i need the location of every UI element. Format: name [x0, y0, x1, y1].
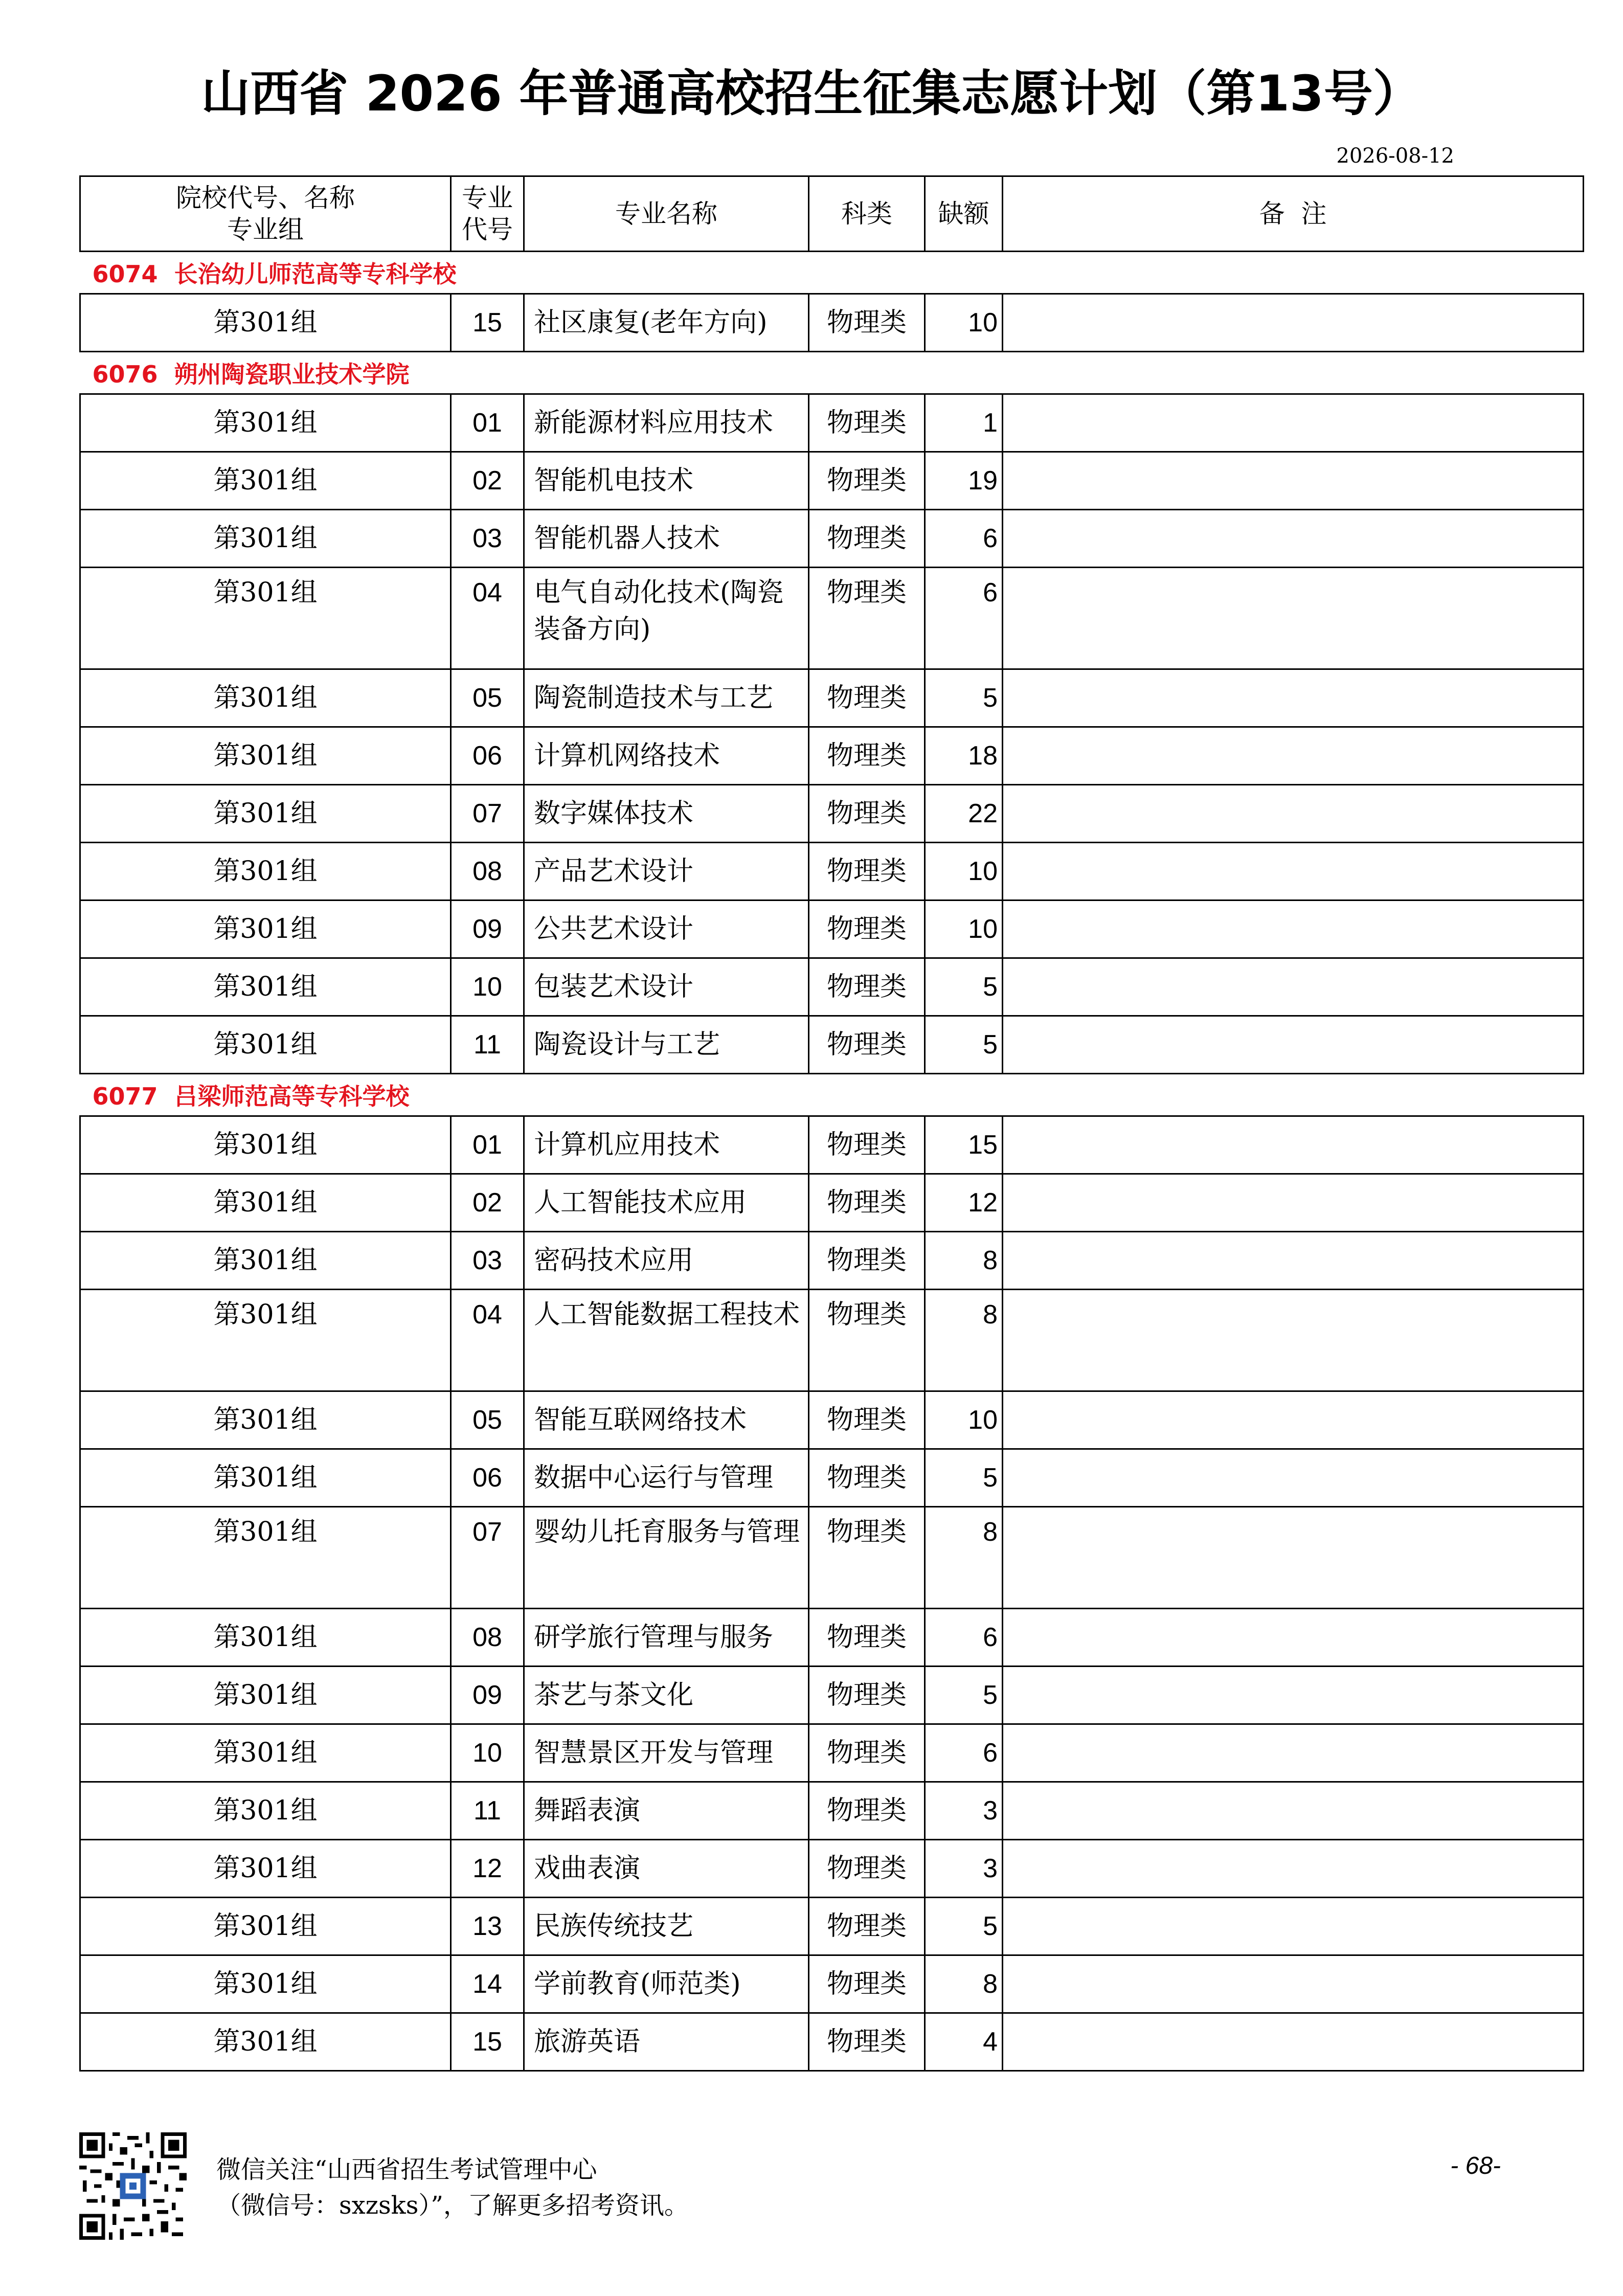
quota-cell: 5 [925, 1449, 1003, 1507]
group-cell: 第301组 [80, 1782, 451, 1840]
major-code-cell: 09 [451, 901, 524, 958]
category-cell: 物理类 [809, 1116, 925, 1174]
quota-cell: 5 [925, 1898, 1003, 1955]
quota-cell: 4 [925, 2013, 1003, 2071]
category-cell: 物理类 [809, 1016, 925, 1074]
remark-cell [1003, 394, 1584, 452]
quota-cell: 6 [925, 1724, 1003, 1782]
remark-cell [1003, 1116, 1584, 1174]
header-code [451, 176, 524, 252]
remark-cell [1003, 785, 1584, 843]
group-cell: 第301组 [80, 294, 451, 352]
category-cell: 物理类 [809, 1290, 925, 1391]
footer-text [216, 2152, 689, 2223]
major-name-cell: 研学旅行管理与服务 [524, 1609, 809, 1667]
group-cell: 第301组 [80, 843, 451, 901]
major-name-cell: 民族传统技艺 [524, 1898, 809, 1955]
quota-cell: 18 [925, 727, 1003, 785]
major-code-cell: 14 [451, 1955, 524, 2013]
quota-cell: 1 [925, 394, 1003, 452]
header-school-line1: 院校代号、名称 [176, 183, 355, 213]
school-name: 6074 长治幼儿师范高等专科学校 [80, 252, 1584, 294]
category-cell: 物理类 [809, 1232, 925, 1290]
remark-cell [1003, 1898, 1584, 1955]
major-name-cell: 茶艺与茶文化 [524, 1667, 809, 1724]
major-code-cell: 08 [451, 843, 524, 901]
major-code-cell: 03 [451, 510, 524, 568]
table-row [80, 901, 1584, 958]
category-cell: 物理类 [809, 394, 925, 452]
major-name-cell: 人工智能技术应用 [524, 1174, 809, 1232]
table-row [80, 1449, 1584, 1507]
category-cell: 物理类 [809, 669, 925, 727]
category-cell: 物理类 [809, 958, 925, 1016]
table-row [80, 669, 1584, 727]
school-name: 6076 朔州陶瓷职业技术学院 [80, 352, 1584, 394]
major-name-cell: 陶瓷设计与工艺 [524, 1016, 809, 1074]
major-name-cell: 新能源材料应用技术 [524, 394, 809, 452]
category-cell: 物理类 [809, 727, 925, 785]
table-row [80, 1840, 1584, 1898]
major-name-cell: 电气自动化技术(陶瓷装备方向) [524, 568, 809, 669]
header-category: 科类 [809, 176, 925, 252]
page-title: 山西省 2026 年普通高校招生征集志愿计划（第13号） [201, 65, 1422, 122]
major-code-cell: 13 [451, 1898, 524, 1955]
group-cell: 第301组 [80, 1667, 451, 1724]
remark-cell [1003, 2013, 1584, 2071]
header-code-line1: 专业 [462, 183, 513, 213]
quota-cell: 3 [925, 1782, 1003, 1840]
plan-table [79, 175, 1584, 2072]
publish-date: 2026-08-12 [1336, 144, 1454, 168]
quota-cell: 22 [925, 785, 1003, 843]
table-row [80, 510, 1584, 568]
major-code-cell: 02 [451, 1174, 524, 1232]
school-header-row [80, 252, 1584, 294]
header-quota: 缺额 [925, 176, 1003, 252]
remark-cell [1003, 843, 1584, 901]
header-school [80, 176, 451, 252]
quota-cell: 15 [925, 1116, 1003, 1174]
page-number: - 68- [1450, 2152, 1501, 2179]
category-cell: 物理类 [809, 1391, 925, 1449]
school-header-row [80, 1074, 1584, 1116]
group-cell: 第301组 [80, 1609, 451, 1667]
quota-cell: 10 [925, 843, 1003, 901]
major-name-cell: 戏曲表演 [524, 1840, 809, 1898]
table-row [80, 1016, 1584, 1074]
major-code-cell: 15 [451, 294, 524, 352]
major-code-cell: 07 [451, 1507, 524, 1609]
category-cell: 物理类 [809, 1507, 925, 1609]
table-row [80, 785, 1584, 843]
major-code-cell: 01 [451, 394, 524, 452]
major-name-cell: 婴幼儿托育服务与管理 [524, 1507, 809, 1609]
group-cell: 第301组 [80, 394, 451, 452]
quota-cell: 3 [925, 1840, 1003, 1898]
footer [79, 2132, 1583, 2245]
major-name-cell: 计算机网络技术 [524, 727, 809, 785]
table-row [80, 727, 1584, 785]
remark-cell [1003, 568, 1584, 669]
major-code-cell: 07 [451, 785, 524, 843]
group-cell: 第301组 [80, 1898, 451, 1955]
major-name-cell: 智能机电技术 [524, 452, 809, 510]
category-cell: 物理类 [809, 1174, 925, 1232]
table-row [80, 568, 1584, 669]
major-code-cell: 12 [451, 1840, 524, 1898]
remark-cell [1003, 1955, 1584, 2013]
major-code-cell: 04 [451, 568, 524, 669]
remark-cell [1003, 901, 1584, 958]
major-name-cell: 计算机应用技术 [524, 1116, 809, 1174]
footer-line-1: 微信关注“山西省招生考试管理中心 [216, 2155, 597, 2184]
group-cell: 第301组 [80, 1391, 451, 1449]
plan-table-body [80, 252, 1584, 2071]
major-name-cell: 数据中心运行与管理 [524, 1449, 809, 1507]
category-cell: 物理类 [809, 1667, 925, 1724]
remark-cell [1003, 1840, 1584, 1898]
table-row [80, 1898, 1584, 1955]
table-row [80, 843, 1584, 901]
table-row [80, 1232, 1584, 1290]
major-code-cell: 02 [451, 452, 524, 510]
group-cell: 第301组 [80, 1955, 451, 2013]
remark-cell [1003, 1782, 1584, 1840]
remark-cell [1003, 452, 1584, 510]
category-cell: 物理类 [809, 568, 925, 669]
category-cell: 物理类 [809, 843, 925, 901]
header-remark: 备 注 [1003, 176, 1584, 252]
group-cell: 第301组 [80, 901, 451, 958]
major-code-cell: 04 [451, 1290, 524, 1391]
category-cell: 物理类 [809, 510, 925, 568]
major-code-cell: 15 [451, 2013, 524, 2071]
category-cell: 物理类 [809, 785, 925, 843]
category-cell: 物理类 [809, 1898, 925, 1955]
remark-cell [1003, 1391, 1584, 1449]
major-code-cell: 08 [451, 1609, 524, 1667]
major-name-cell: 公共艺术设计 [524, 901, 809, 958]
major-code-cell: 10 [451, 958, 524, 1016]
footer-line-2: （微信号：sxzsks）”，了解更多招考资讯。 [216, 2191, 689, 2220]
remark-cell [1003, 1174, 1584, 1232]
remark-cell [1003, 1667, 1584, 1724]
table-row [80, 1724, 1584, 1782]
remark-cell [1003, 294, 1584, 352]
major-code-cell: 05 [451, 669, 524, 727]
major-name-cell: 智能互联网络技术 [524, 1391, 809, 1449]
group-cell: 第301组 [80, 1016, 451, 1074]
category-cell: 物理类 [809, 2013, 925, 2071]
group-cell: 第301组 [80, 958, 451, 1016]
remark-cell [1003, 958, 1584, 1016]
remark-cell [1003, 1232, 1584, 1290]
table-row [80, 1507, 1584, 1609]
table-row [80, 1955, 1584, 2013]
category-cell: 物理类 [809, 901, 925, 958]
remark-cell [1003, 1016, 1584, 1074]
category-cell: 物理类 [809, 1782, 925, 1840]
category-cell: 物理类 [809, 1840, 925, 1898]
remark-cell [1003, 510, 1584, 568]
remark-cell [1003, 1507, 1584, 1609]
quota-cell: 8 [925, 1232, 1003, 1290]
major-name-cell: 产品艺术设计 [524, 843, 809, 901]
group-cell: 第301组 [80, 1507, 451, 1609]
table-row [80, 452, 1584, 510]
group-cell: 第301组 [80, 2013, 451, 2071]
header-code-line2: 代号 [462, 215, 513, 244]
group-cell: 第301组 [80, 1116, 451, 1174]
major-code-cell: 06 [451, 1449, 524, 1507]
header-school-line2: 专业组 [227, 215, 304, 244]
major-name-cell: 舞蹈表演 [524, 1782, 809, 1840]
table-header-row [80, 176, 1584, 252]
header-major: 专业名称 [524, 176, 809, 252]
major-code-cell: 10 [451, 1724, 524, 1782]
major-name-cell: 旅游英语 [524, 2013, 809, 2071]
major-name-cell: 智能机器人技术 [524, 510, 809, 568]
table-row [80, 1609, 1584, 1667]
school-name: 6077 吕梁师范高等专科学校 [80, 1074, 1584, 1116]
remark-cell [1003, 1724, 1584, 1782]
quota-cell: 5 [925, 958, 1003, 1016]
group-cell: 第301组 [80, 1232, 451, 1290]
table-row [80, 1290, 1584, 1391]
table-row [80, 1116, 1584, 1174]
group-cell: 第301组 [80, 1724, 451, 1782]
major-name-cell: 社区康复(老年方向) [524, 294, 809, 352]
group-cell: 第301组 [80, 1290, 451, 1391]
major-name-cell: 陶瓷制造技术与工艺 [524, 669, 809, 727]
category-cell: 物理类 [809, 1724, 925, 1782]
major-name-cell: 密码技术应用 [524, 1232, 809, 1290]
group-cell: 第301组 [80, 1840, 451, 1898]
remark-cell [1003, 669, 1584, 727]
quota-cell: 5 [925, 1667, 1003, 1724]
major-name-cell: 包装艺术设计 [524, 958, 809, 1016]
category-cell: 物理类 [809, 1449, 925, 1507]
table-row [80, 1391, 1584, 1449]
table-row [80, 394, 1584, 452]
quota-cell: 10 [925, 901, 1003, 958]
remark-cell [1003, 1290, 1584, 1391]
quota-cell: 6 [925, 510, 1003, 568]
major-name-cell: 智慧景区开发与管理 [524, 1724, 809, 1782]
quota-cell: 5 [925, 669, 1003, 727]
group-cell: 第301组 [80, 568, 451, 669]
group-cell: 第301组 [80, 1449, 451, 1507]
remark-cell [1003, 727, 1584, 785]
major-code-cell: 03 [451, 1232, 524, 1290]
group-cell: 第301组 [80, 785, 451, 843]
qr-code-icon [79, 2132, 187, 2240]
table-row [80, 294, 1584, 352]
remark-cell [1003, 1609, 1584, 1667]
group-cell: 第301组 [80, 510, 451, 568]
major-code-cell: 11 [451, 1016, 524, 1074]
quota-cell: 8 [925, 1955, 1003, 2013]
quota-cell: 10 [925, 1391, 1003, 1449]
major-name-cell: 人工智能数据工程技术 [524, 1290, 809, 1391]
remark-cell [1003, 1449, 1584, 1507]
table-row [80, 1782, 1584, 1840]
quota-cell: 10 [925, 294, 1003, 352]
quota-cell: 19 [925, 452, 1003, 510]
quota-cell: 5 [925, 1016, 1003, 1074]
category-cell: 物理类 [809, 1955, 925, 2013]
major-code-cell: 05 [451, 1391, 524, 1449]
quota-cell: 6 [925, 1609, 1003, 1667]
group-cell: 第301组 [80, 669, 451, 727]
quota-cell: 6 [925, 568, 1003, 669]
major-name-cell: 学前教育(师范类) [524, 1955, 809, 2013]
category-cell: 物理类 [809, 294, 925, 352]
major-code-cell: 06 [451, 727, 524, 785]
school-header-row [80, 352, 1584, 394]
category-cell: 物理类 [809, 1609, 925, 1667]
table-row [80, 2013, 1584, 2071]
group-cell: 第301组 [80, 1174, 451, 1232]
quota-cell: 8 [925, 1507, 1003, 1609]
quota-cell: 12 [925, 1174, 1003, 1232]
table-row [80, 1667, 1584, 1724]
major-code-cell: 09 [451, 1667, 524, 1724]
major-code-cell: 11 [451, 1782, 524, 1840]
quota-cell: 8 [925, 1290, 1003, 1391]
group-cell: 第301组 [80, 452, 451, 510]
group-cell: 第301组 [80, 727, 451, 785]
major-name-cell: 数字媒体技术 [524, 785, 809, 843]
table-row [80, 1174, 1584, 1232]
major-code-cell: 01 [451, 1116, 524, 1174]
category-cell: 物理类 [809, 452, 925, 510]
table-row [80, 958, 1584, 1016]
